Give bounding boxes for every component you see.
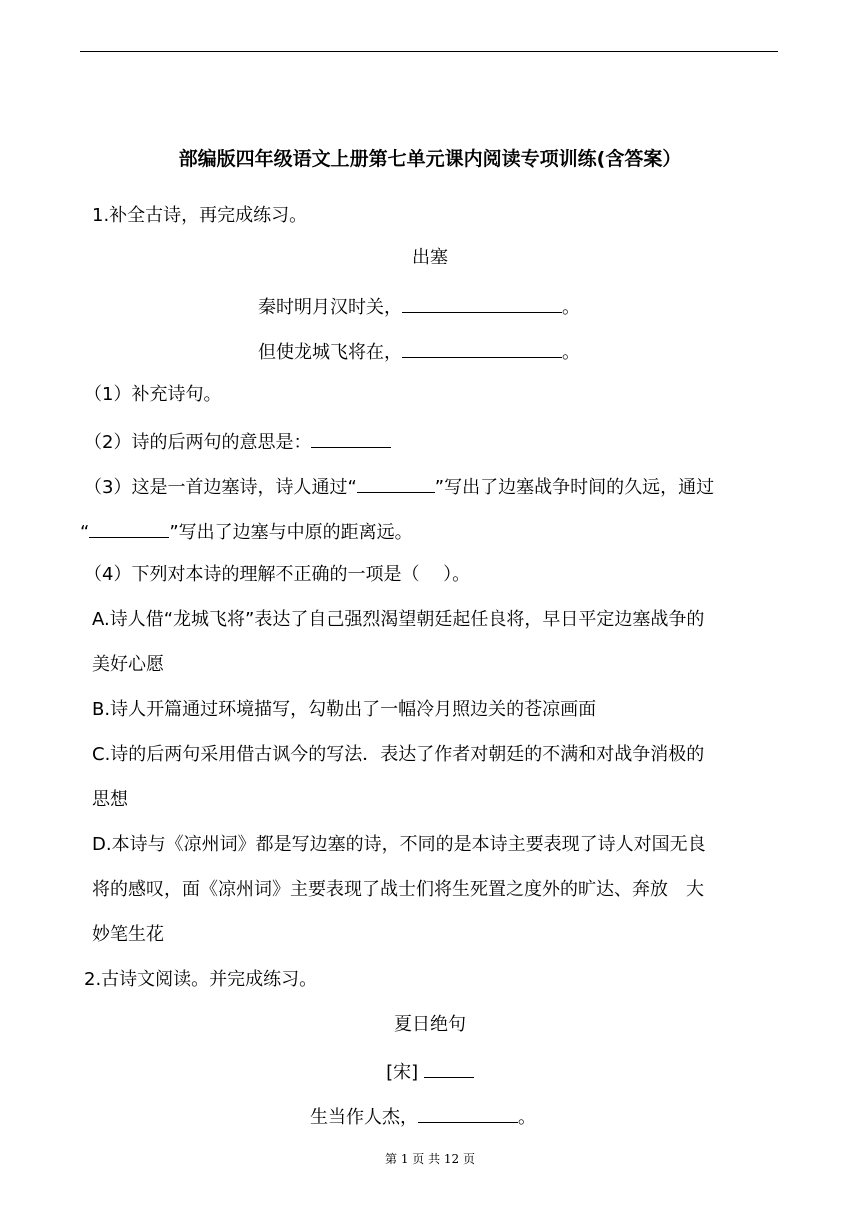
q1-prompt: 1.补全古诗，再完成练习。: [92, 205, 308, 226]
q1-poem-line-1-end: 。: [562, 297, 580, 318]
q1-option-d-line-2: 将的感叹，面《凉州词》主要表现了战士们将生死置之度外的旷达、奔放 大: [92, 879, 704, 900]
q2-poem-author-prefix: [宋]: [386, 1062, 419, 1083]
q1-sub-question-3-text-d: ”写出了边塞与中原的距离远。: [169, 522, 413, 543]
q1-poem-line-1-text: 秦时明月汉时关，: [258, 297, 402, 318]
q2-poem-title: 夏日绝句: [394, 1014, 466, 1035]
q1-poem-line-1-blank[interactable]: [402, 293, 562, 313]
q1-sub-question-1: （1）补充诗句。: [84, 384, 222, 405]
q1-sub-question-3-text-c: “: [80, 522, 90, 543]
q1-sub-question-2-blank[interactable]: [311, 428, 391, 448]
q1-sub-question-3-text-b: ”写出了边塞战争时间的久远，通过: [434, 477, 715, 498]
q2-poem-line-1: [310, 1103, 536, 1130]
q1-sub-question-4: （4）下列对本诗的理解不正确的一项是（ ）。: [84, 564, 471, 585]
q2-prompt: 2.古诗文阅读。并完成练习。: [84, 969, 318, 990]
q2-poem-line-1-blank[interactable]: [418, 1103, 518, 1123]
q1-sub-question-3-text-a: （3）这是一首边塞诗，诗人通过“: [84, 477, 357, 498]
q1-sub-question-3-line-1: [84, 473, 714, 500]
q1-sub-question-3-blank-1[interactable]: [357, 473, 435, 493]
q2-poem-line-1-end: 。: [518, 1107, 536, 1128]
q1-poem-line-2-text: 但使龙城飞将在，: [258, 342, 402, 363]
header-rule: [80, 51, 778, 52]
q1-option-d-line-3: 妙笔生花: [92, 924, 164, 945]
q2-poem-author: [0, 1058, 860, 1085]
q1-poem-title: 出塞: [412, 247, 448, 268]
q1-sub-question-2-text: （2）诗的后两句的意思是：: [84, 432, 312, 453]
q1-poem-line-2: [258, 338, 580, 365]
q1-option-a-line-2: 美好心愿: [92, 654, 164, 675]
q1-option-c-line-2: 思想: [92, 789, 128, 810]
q1-option-a-line-1: A.诗人借“龙城飞将”表达了自己强烈渴望朝廷起任良将，早日平定边塞战争的: [92, 609, 705, 630]
q1-option-b: B.诗人开篇通过环境描写，勾勒出了一幅冷月照边关的苍凉画面: [92, 699, 597, 720]
q1-poem-line-2-end: 。: [562, 342, 580, 363]
q1-poem-line-2-blank[interactable]: [402, 338, 562, 358]
q2-poem-line-1-text: 生当作人杰，: [310, 1107, 418, 1128]
page-footer: 第 1 页 共 12 页: [385, 1152, 475, 1166]
q1-option-d-line-1: D.本诗与《凉州词》都是写边塞的诗，不同的是本诗主要表现了诗人对国无良: [92, 834, 706, 855]
q1-poem-line-1: [258, 293, 580, 320]
q1-sub-question-2: [84, 428, 391, 455]
q1-option-c-line-1: C.诗的后两句采用借古讽今的写法．表达了作者对朝廷的不满和对战争消极的: [92, 744, 705, 765]
q1-sub-question-3-blank-2[interactable]: [89, 518, 169, 538]
q1-sub-question-3-line-2: [80, 518, 413, 545]
q2-poem-author-blank[interactable]: [424, 1058, 474, 1078]
page-title: 部编版四年级语文上册第七单元课内阅读专项训练(含答案）: [178, 148, 682, 170]
